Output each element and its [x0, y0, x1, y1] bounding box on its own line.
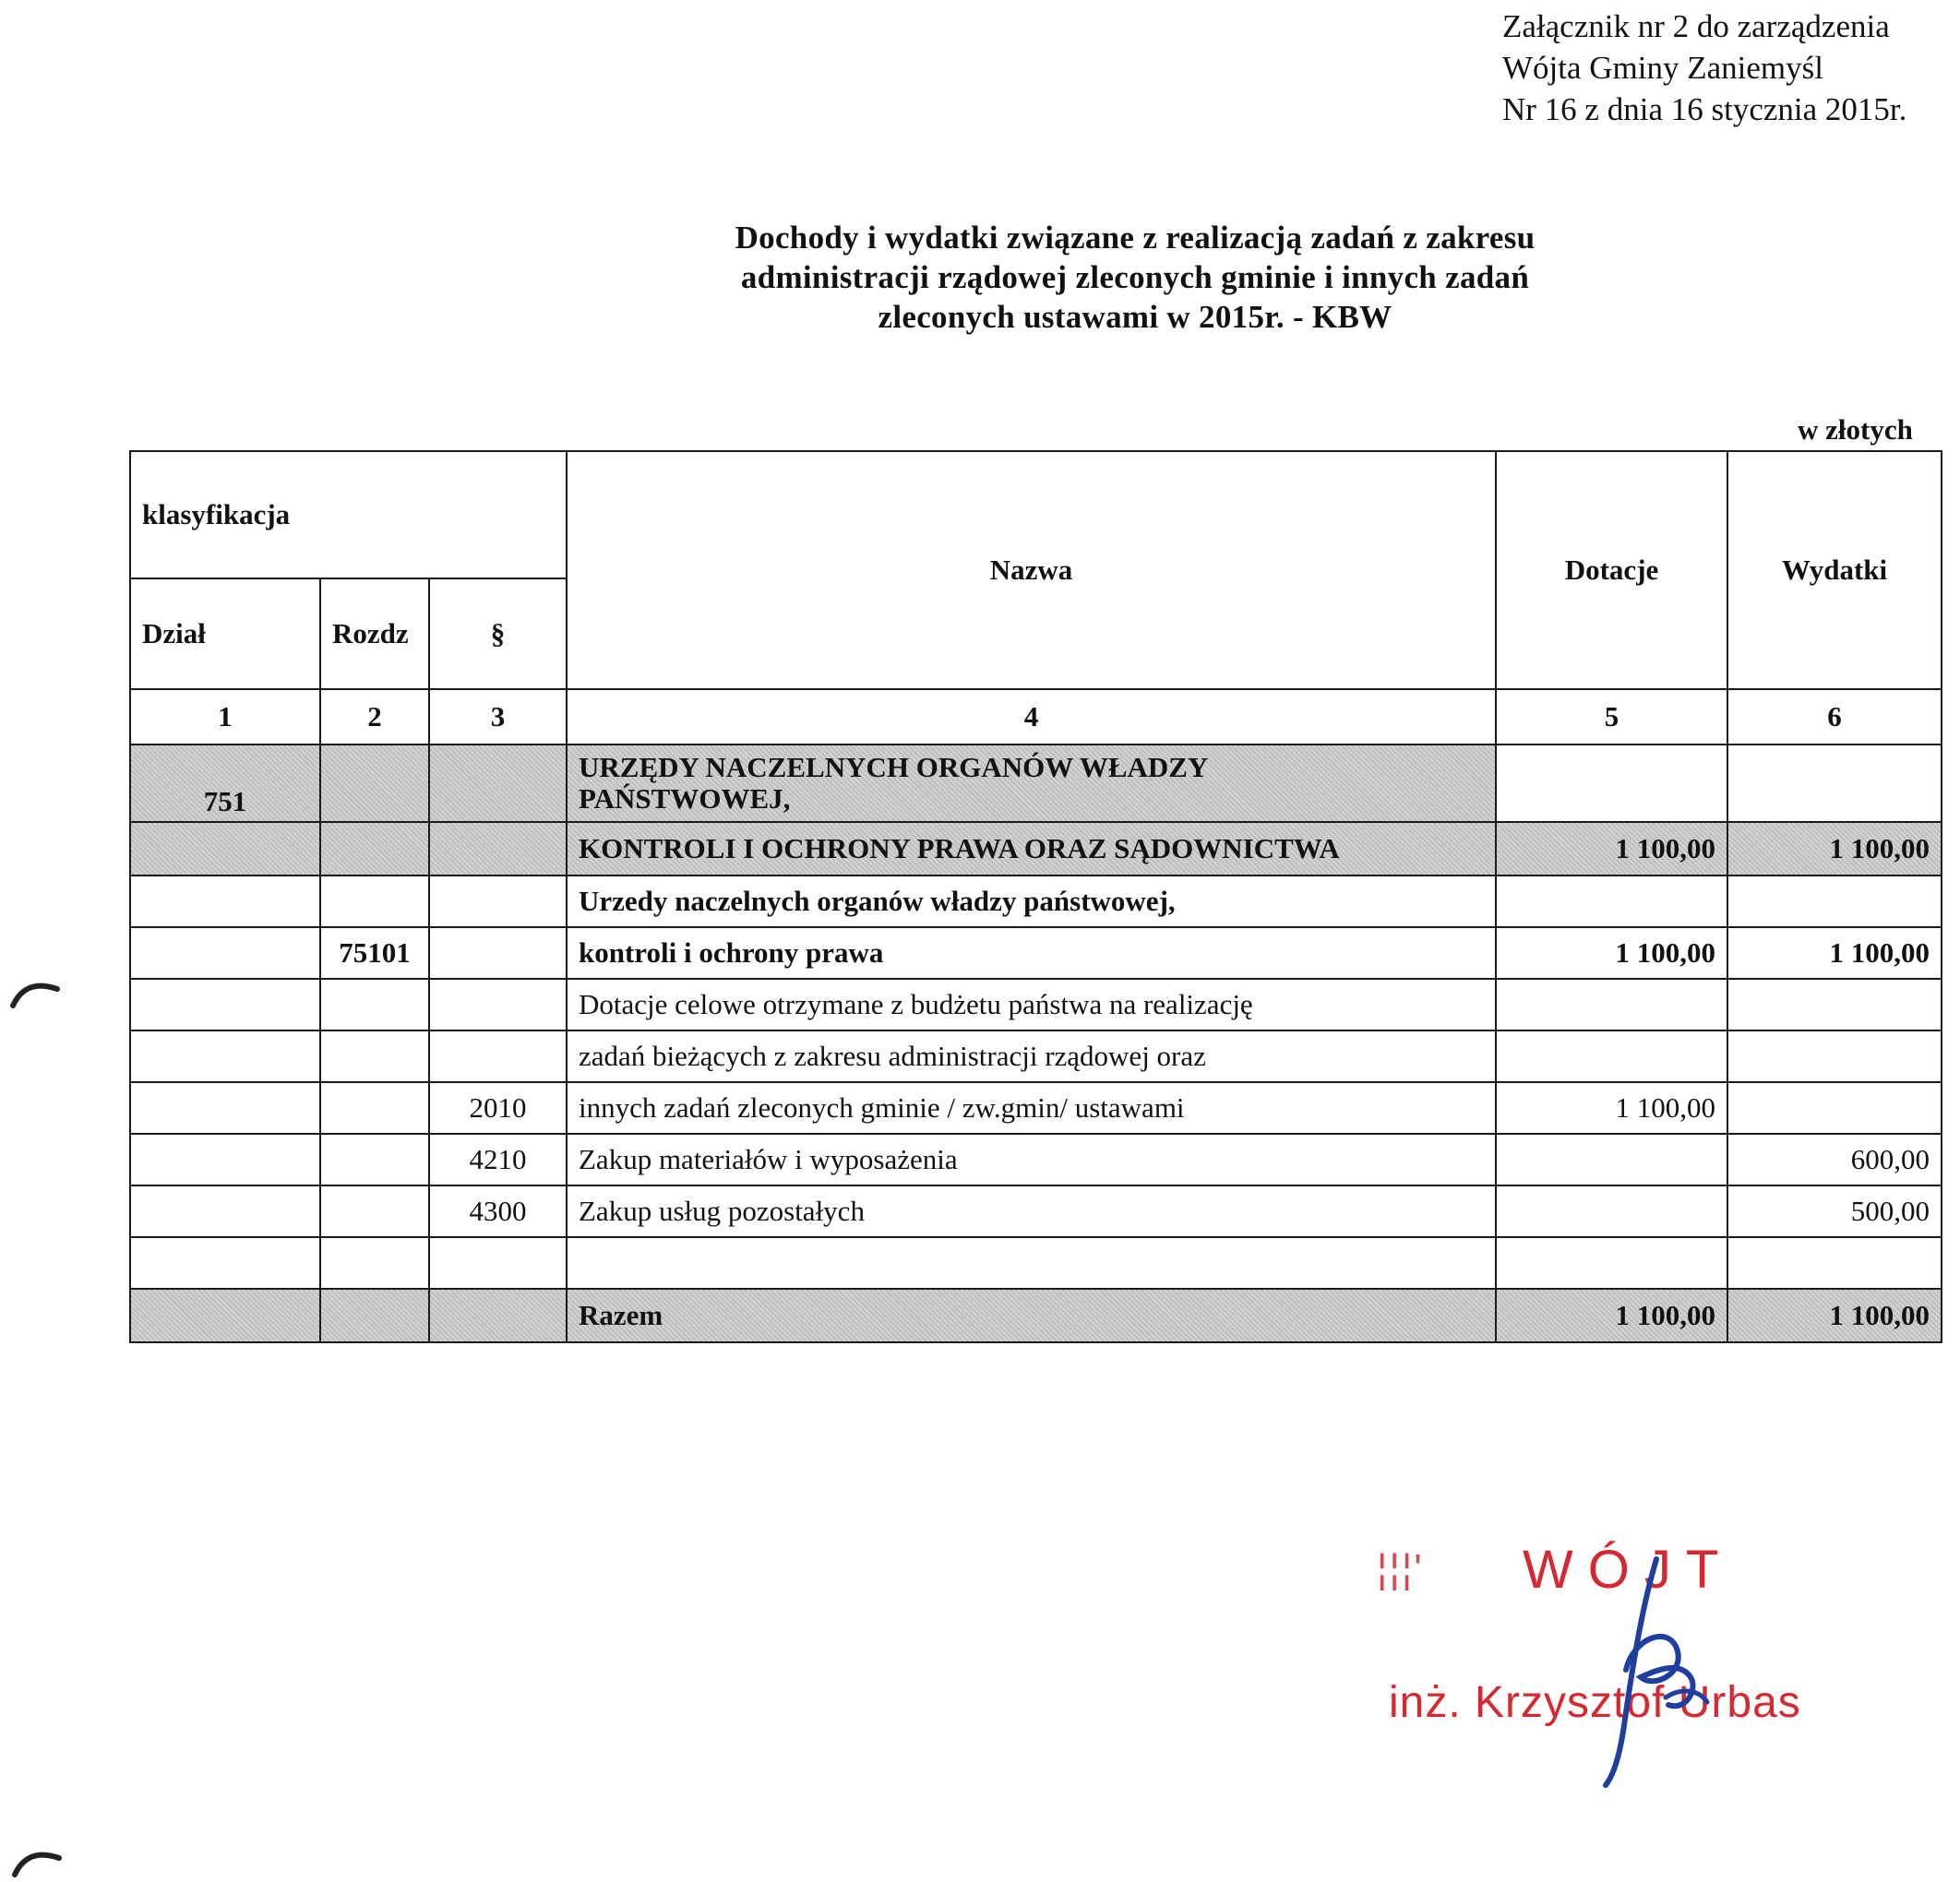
- empty-cell: [320, 744, 429, 822]
- empty-cell: [1496, 744, 1727, 822]
- empty-cell: [429, 744, 567, 822]
- item-expenses: 600,00: [1727, 1134, 1942, 1185]
- empty-cell: [130, 979, 320, 1030]
- paragraph-code: 4210: [429, 1134, 567, 1185]
- section-name-line: PAŃSTWOWEJ,: [579, 782, 791, 815]
- total-grants: 1 100,00: [1496, 1289, 1727, 1342]
- empty-cell: [1727, 875, 1942, 927]
- empty-cell: [429, 1289, 567, 1342]
- subsection-name: Urzedy naczelnych organów władzy państwowej,: [567, 875, 1496, 927]
- table-row: [130, 1030, 1942, 1082]
- punch-hole-mark: [9, 1843, 65, 1880]
- handwritten-signature: [1569, 1550, 1735, 1790]
- total-row: [130, 1289, 1942, 1342]
- empty-cell: [320, 1030, 429, 1082]
- table-row: [130, 1185, 1942, 1237]
- item-name: Zakup materiałów i wyposażenia: [567, 1134, 1496, 1185]
- attachment-note-line: Załącznik nr 2 do zarządzenia: [1502, 8, 1890, 44]
- section-grants: 1 100,00: [1496, 822, 1727, 875]
- paragraph-code: [429, 1237, 567, 1289]
- item-expenses: [1727, 1237, 1942, 1289]
- item-expenses: [1727, 1030, 1942, 1082]
- column-number: 2: [320, 689, 429, 744]
- subsection-row: [130, 875, 1942, 927]
- paragraph-code: [429, 1030, 567, 1082]
- item-expenses: [1727, 1082, 1942, 1134]
- stamp-title: WÓJT: [1523, 1540, 1734, 1600]
- subsection-chapter-code: 75101: [320, 927, 429, 979]
- column-number: 4: [567, 689, 1496, 744]
- item-grants: 1 100,00: [1496, 1082, 1727, 1134]
- header-row: [130, 451, 1942, 578]
- header-expenses: Wydatki: [1727, 451, 1942, 689]
- column-number: 1: [130, 689, 320, 744]
- item-grants: [1496, 1237, 1727, 1289]
- empty-cell: [130, 1030, 320, 1082]
- section-division-code: [130, 744, 320, 822]
- column-number: 6: [1727, 689, 1942, 744]
- section-name-cont: KONTROLI I OCHRONY PRAWA ORAZ SĄDOWNICTWA: [567, 822, 1496, 875]
- item-name: Dotacje celowe otrzymane z budżetu państwa na realizację: [567, 979, 1496, 1030]
- punch-hole-mark: [7, 974, 63, 1011]
- subsection-row: [130, 927, 1942, 979]
- subsection-grants: 1 100,00: [1496, 927, 1727, 979]
- section-division-code-text: 751: [203, 785, 247, 817]
- item-name: zadań bieżących z zakresu administracji rządowej oraz: [567, 1030, 1496, 1082]
- attachment-note: [1502, 6, 1906, 130]
- empty-cell: [320, 1289, 429, 1342]
- section-expenses: 1 100,00: [1727, 822, 1942, 875]
- item-name: Zakup usług pozostałych: [567, 1185, 1496, 1237]
- empty-cell: [130, 822, 320, 875]
- column-number-row: [130, 689, 1942, 744]
- item-grants: [1496, 1185, 1727, 1237]
- empty-cell: [429, 927, 567, 979]
- item-grants: [1496, 1030, 1727, 1082]
- budget-table: [129, 450, 1942, 1343]
- empty-cell: [1727, 744, 1942, 822]
- empty-cell: [130, 927, 320, 979]
- paragraph-code: [429, 979, 567, 1030]
- attachment-note-line: Wójta Gminy Zaniemyśl: [1502, 50, 1823, 86]
- item-expenses: 500,00: [1727, 1185, 1942, 1237]
- currency-unit: w złotych: [1798, 413, 1913, 446]
- empty-cell: [130, 1134, 320, 1185]
- total-expenses: 1 100,00: [1727, 1289, 1942, 1342]
- empty-cell: [130, 1185, 320, 1237]
- section-row: [130, 822, 1942, 875]
- empty-cell: [320, 1185, 429, 1237]
- empty-cell: [320, 979, 429, 1030]
- table-row: [130, 1134, 1942, 1185]
- header-paragraph: §: [429, 578, 567, 689]
- document-title-line: Dochody i wydatki związane z realizacją zadań z zakresu: [735, 220, 1536, 256]
- subsection-name-cont: kontroli i ochrony prawa: [567, 927, 1496, 979]
- header-grants: Dotacje: [1496, 451, 1727, 689]
- stamp-edge-marks: ¦¦¦': [1377, 1546, 1424, 1591]
- empty-cell: [320, 1237, 429, 1289]
- item-name: innych zadań zleconych gminie / zw.gmin/ ustawami: [567, 1082, 1496, 1134]
- subsection-expenses: 1 100,00: [1727, 927, 1942, 979]
- empty-cell: [429, 875, 567, 927]
- empty-cell: [320, 1082, 429, 1134]
- table-row: [130, 1237, 1942, 1289]
- table-row: [130, 1082, 1942, 1134]
- empty-cell: [320, 875, 429, 927]
- section-row: [130, 744, 1942, 822]
- paragraph-code: 2010: [429, 1082, 567, 1134]
- empty-cell: [130, 1082, 320, 1134]
- total-label: Razem: [567, 1289, 1496, 1342]
- header-chapter: Rozdz: [320, 578, 429, 689]
- table-row: [130, 979, 1942, 1030]
- item-grants: [1496, 1134, 1727, 1185]
- header-name: Nazwa: [567, 451, 1496, 689]
- empty-cell: [429, 822, 567, 875]
- header-classification: klasyfikacja: [130, 451, 567, 578]
- empty-cell: [130, 875, 320, 927]
- stamp-name: inż. Krzysztof Urbas: [1389, 1678, 1801, 1727]
- empty-cell: [320, 822, 429, 875]
- column-number: 3: [429, 689, 567, 744]
- item-grants: [1496, 979, 1727, 1030]
- column-number: 5: [1496, 689, 1727, 744]
- document-title: [646, 218, 1624, 337]
- attachment-note-line: Nr 16 z dnia 16 stycznia 2015r.: [1502, 91, 1907, 127]
- document-title-line: zleconych ustawami w 2015r. - KBW: [878, 299, 1392, 335]
- item-name: [567, 1237, 1496, 1289]
- empty-cell: [130, 1237, 320, 1289]
- section-name-line: URZĘDY NACZELNYCH ORGANÓW WŁADZY: [579, 751, 1209, 783]
- item-expenses: [1727, 979, 1942, 1030]
- document-title-line: administracji rządowej zleconych gminie i innych zadań: [740, 259, 1530, 295]
- empty-cell: [320, 1134, 429, 1185]
- paragraph-code: 4300: [429, 1185, 567, 1237]
- header-division: Dział: [130, 578, 320, 689]
- section-name: [567, 744, 1496, 822]
- empty-cell: [1496, 875, 1727, 927]
- empty-cell: [130, 1289, 320, 1342]
